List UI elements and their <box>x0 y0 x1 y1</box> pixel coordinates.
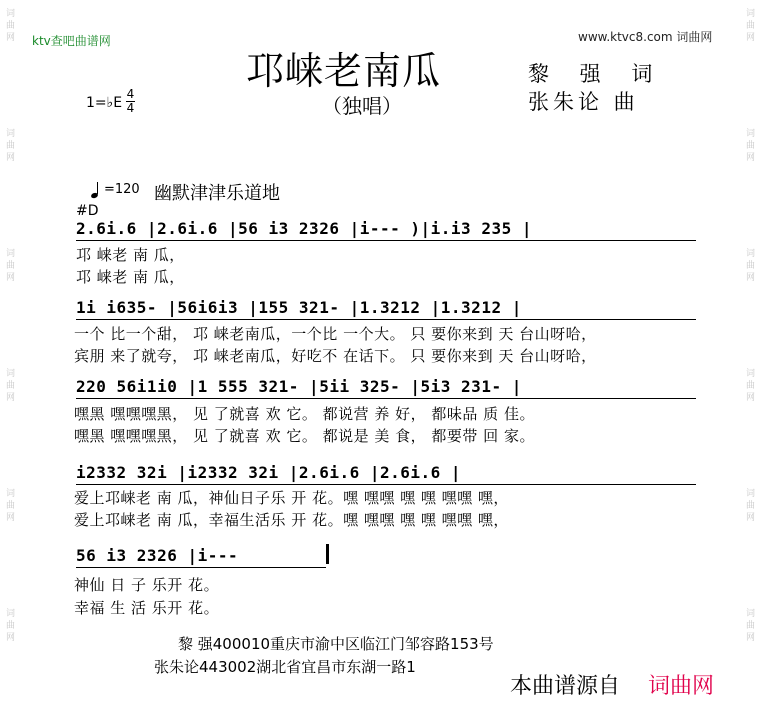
watermark-right: 词 曲 网 <box>746 9 756 43</box>
composer-credit: 张朱论 曲 <box>528 90 639 114</box>
watermark-right: 词 曲 网 <box>746 129 756 163</box>
time-signature: 4 4 <box>126 87 135 115</box>
underline-bar <box>76 484 696 485</box>
underline-bar <box>76 567 326 568</box>
underline-bar <box>76 240 696 241</box>
watermark-left: 词 曲 网 <box>6 489 16 523</box>
lyric-line: 嘿黑 嘿嘿嘿黑， 见 了就喜 欢 它。 都说营 养 好， 都味品 质 佳。 <box>74 405 535 423</box>
watermark-right: 词 曲 网 <box>746 369 756 403</box>
watermark-right: 词 曲 网 <box>746 609 756 643</box>
chord-symbol: #D <box>76 203 99 219</box>
site-name-left[interactable]: ktv查吧曲谱网 <box>32 34 111 48</box>
lyric-line: 爱上邛崃老 南 瓜，幸福生活乐 开 花。嘿 嘿嘿 嘿 嘿 嘿嘿 嘿， <box>74 511 509 529</box>
watermark-left: 词 曲 网 <box>6 609 16 643</box>
source-site-link[interactable]: 词曲网 <box>648 674 715 699</box>
watermark-right: 词 曲 网 <box>746 249 756 283</box>
lyric-line: 神仙 日 子 乐开 花。 <box>74 576 220 594</box>
composer-address: 张朱论443002湖北省宜昌市东湖一路1 <box>154 658 416 676</box>
watermark-left: 词 曲 网 <box>6 249 16 283</box>
underline-bar <box>76 398 696 399</box>
lyric-line: 邛 崃老 南 瓜， <box>76 268 185 286</box>
lyric-line: 宾朋 来了就夸， 邛 崃老南瓜，好吃不 在话下。 只 要你来到 天 台山呀哈， <box>74 347 597 365</box>
site-url-right[interactable]: www.ktvc8.com 词曲网 <box>578 30 713 44</box>
watermark-left: 词 曲 网 <box>6 9 16 43</box>
notation-line: 220 56i1i0 |1 555 321- |5ii 325- |5i3 231- | <box>76 377 522 396</box>
notation-line: i2332 32i |i2332 32i |2.6i.6 |2.6i.6 | <box>76 463 462 482</box>
tempo-marking: =120 <box>104 182 140 197</box>
note-stem <box>97 182 98 194</box>
watermark-left: 词 曲 网 <box>6 129 16 163</box>
watermark-left: 词 曲 网 <box>6 369 16 403</box>
notation-line: 2.6i.6 |2.6i.6 |56 i3 2326 |i--- )|i.i3 235 | <box>76 219 532 238</box>
lyric-line: 嘿黑 嘿嘿嘿黑， 见 了就喜 欢 它。 都说是 美 食， 都要带 回 家。 <box>74 427 535 445</box>
notation-line: 1i i635- |56i6i3 |155 321- |1.3212 |1.3212 | <box>76 298 522 317</box>
lyric-line: 爱上邛崃老 南 瓜，神仙日子乐 开 花。嘿 嘿嘿 嘿 嘿 嘿嘿 嘿， <box>74 489 509 507</box>
lyric-line: 一个 比一个甜， 邛 崃老南瓜，一个比 一个大。 只 要你来到 天 台山呀哈， <box>74 325 597 343</box>
underline-bar <box>76 319 696 320</box>
expression-marking: 幽默津津乐道地 <box>154 183 280 204</box>
lyricist-credit: 黎 强 词 <box>528 62 665 86</box>
lyric-line: 幸福 生 活 乐开 花。 <box>74 599 220 617</box>
watermark-right: 词 曲 网 <box>746 489 756 523</box>
final-barline <box>326 544 329 564</box>
song-title: 邛崃老南瓜 <box>246 49 442 93</box>
notation-line: 56 i3 2326 |i--- <box>76 546 239 565</box>
lyricist-address: 黎 强400010重庆市渝中区临江门邹容路153号 <box>178 635 494 653</box>
source-label: 本曲谱源自 <box>510 674 621 699</box>
song-subtitle: （独唱） <box>322 94 402 118</box>
lyric-line: 邛 崃老 南 瓜， <box>76 246 185 264</box>
key-signature: 1=♭E <box>86 95 123 111</box>
